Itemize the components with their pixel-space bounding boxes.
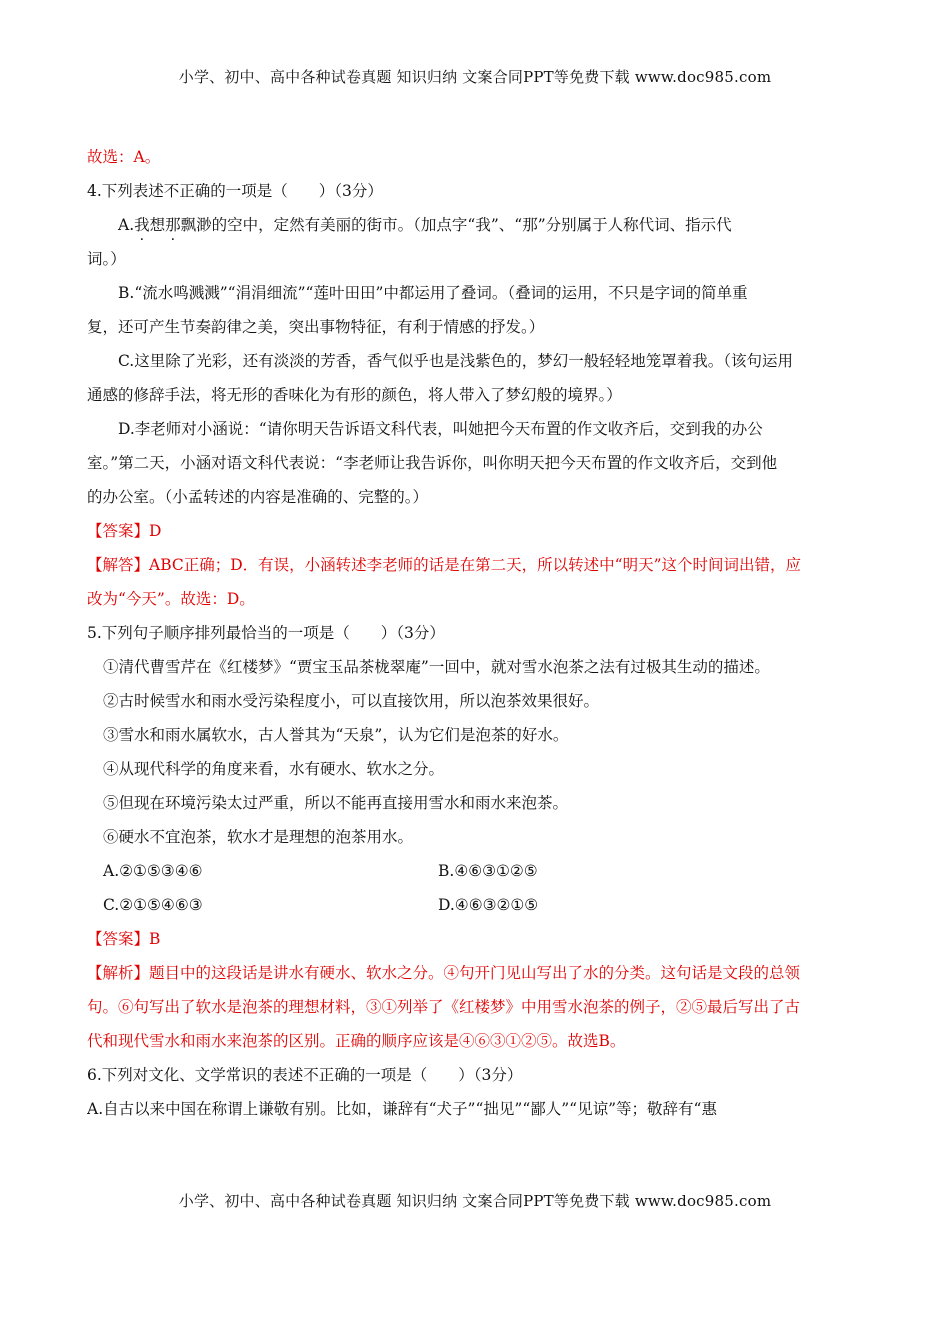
question-4-title: 4.下列表述不正确的一项是（ ）（3分） — [87, 182, 383, 200]
page-header: 小学、初中、高中各种试卷真题 知识归纳 文案合同PPT等免费下载 www.doc985.com — [178, 68, 772, 86]
q5-sentence-3: ③雪水和雨水属软水，古人誉其为“天泉”，认为它们是泡茶的好水。 — [103, 726, 569, 744]
q4-option-a — [87, 208, 863, 242]
q4-option-c-cont: 通感的修辞手法，将无形的香味化为有形的颜色，将人带入了梦幻般的境界。） — [87, 386, 622, 404]
q5-option-c: C.②①⑤④⑥③ — [103, 896, 203, 914]
answer-conclusion-q3: 故选：A。 — [87, 148, 161, 166]
dotted-char-wo: 我 — [134, 216, 150, 234]
q5-sentence-2: ②古时候雪水和雨水受污染程度小，可以直接饮用，所以泡茶效果很好。 — [103, 692, 600, 710]
q5-option-b: B.④⑥③①②⑤ — [438, 862, 538, 880]
q4-option-b: B.“流水鸣溅溅”“涓涓细流”“莲叶田田”中都运用了叠词。（叠词的运用，不只是字词的简单重 — [118, 284, 748, 302]
q5-sentence-1: ①清代曹雪芹在《红楼梦》“贾宝玉品茶栊翠庵”一回中，就对雪水泡茶之法有过极其生动的描述。 — [103, 658, 770, 676]
q4-answer: 【答案】D — [87, 522, 162, 540]
q4-option-c: C.这里除了光彩，还有淡淡的芳香，香气似乎也是浅紫色的，梦幻一般轻轻地笼罩着我。（该句运用 — [118, 352, 793, 370]
page-footer: 小学、初中、高中各种试卷真题 知识归纳 文案合同PPT等免费下载 www.doc985.com — [178, 1192, 772, 1210]
q5-analysis-cont: 句。⑥句写出了软水是泡茶的理想材料，③①列举了《红楼梦》中用雪水泡茶的例子，②⑤最后写出了古 — [87, 998, 801, 1016]
q4-explanation: 【解答】ABC正确；D．有误，小涵转述李老师的话是在第二天，所以转述中“明天”这个时间词出错，应 — [87, 556, 802, 574]
question-5-title: 5.下列句子顺序排列最恰当的一项是（ ）（3分） — [87, 624, 445, 642]
q5-sentence-5: ⑤但现在环境污染太过严重，所以不能再直接用雪水和雨水来泡茶。 — [103, 794, 569, 812]
q5-analysis: 【解析】题目中的这段话是讲水有硬水、软水之分。④句开门见山写出了水的分类。这句话是文段的总领 — [87, 964, 801, 982]
q4-option-a-cont: 词。） — [87, 250, 126, 268]
q4-option-d-cont: 室。”第二天，小涵对语文科代表说：“李老师让我告诉你，叫你明天把今天布置的作文收齐后，交到他 — [87, 454, 778, 472]
char-xiang: 想 — [149, 216, 166, 234]
q5-option-d: D.④⑥③②①⑤ — [438, 896, 539, 914]
q5-sentence-4: ④从现代科学的角度来看，水有硬水、软水之分。 — [103, 760, 445, 778]
q5-options-row-2 — [87, 888, 863, 922]
q5-option-a: A.②①⑤③④⑥ — [103, 862, 203, 880]
dotted-char-na: 那 — [165, 216, 181, 234]
q4-a-prefix: A. — [118, 216, 135, 234]
q5-answer: 【答案】B — [87, 930, 161, 948]
q4-explanation-cont: 改为“今天”。故选：D。 — [87, 590, 255, 608]
q4-option-d: D.李老师对小涵说：“请你明天告诉语文科代表，叫她把今天布置的作文收齐后，交到我的办公 — [118, 420, 763, 438]
q6-option-a: A.自古以来中国在称谓上谦敬有别。比如，谦辞有“犬子”“拙见”“鄙人”“见谅”等；敬辞有“惠 — [87, 1100, 717, 1118]
q5-options-row-1 — [87, 854, 863, 888]
question-6-title: 6.下列对文化、文学常识的表述不正确的一项是（ ）（3分） — [87, 1066, 523, 1084]
q4-a-rest: 飘渺的空中，定然有美丽的街市。（加点字“我”、“那”分别属于人称代词、指示代 — [180, 216, 732, 234]
document-body — [87, 140, 863, 1126]
q4-option-d-cont2: 的办公室。（小孟转述的内容是准确的、完整的。） — [87, 488, 429, 506]
q4-option-b-cont: 复，还可产生节奏韵律之美，突出事物特征，有利于情感的抒发。） — [87, 318, 545, 336]
q5-sentence-6: ⑥硬水不宜泡茶，软水才是理想的泡茶用水。 — [103, 828, 414, 846]
q5-analysis-cont2: 代和现代雪水和雨水来泡茶的区别。正确的顺序应该是④⑥③①②⑤。故选B。 — [87, 1032, 626, 1050]
